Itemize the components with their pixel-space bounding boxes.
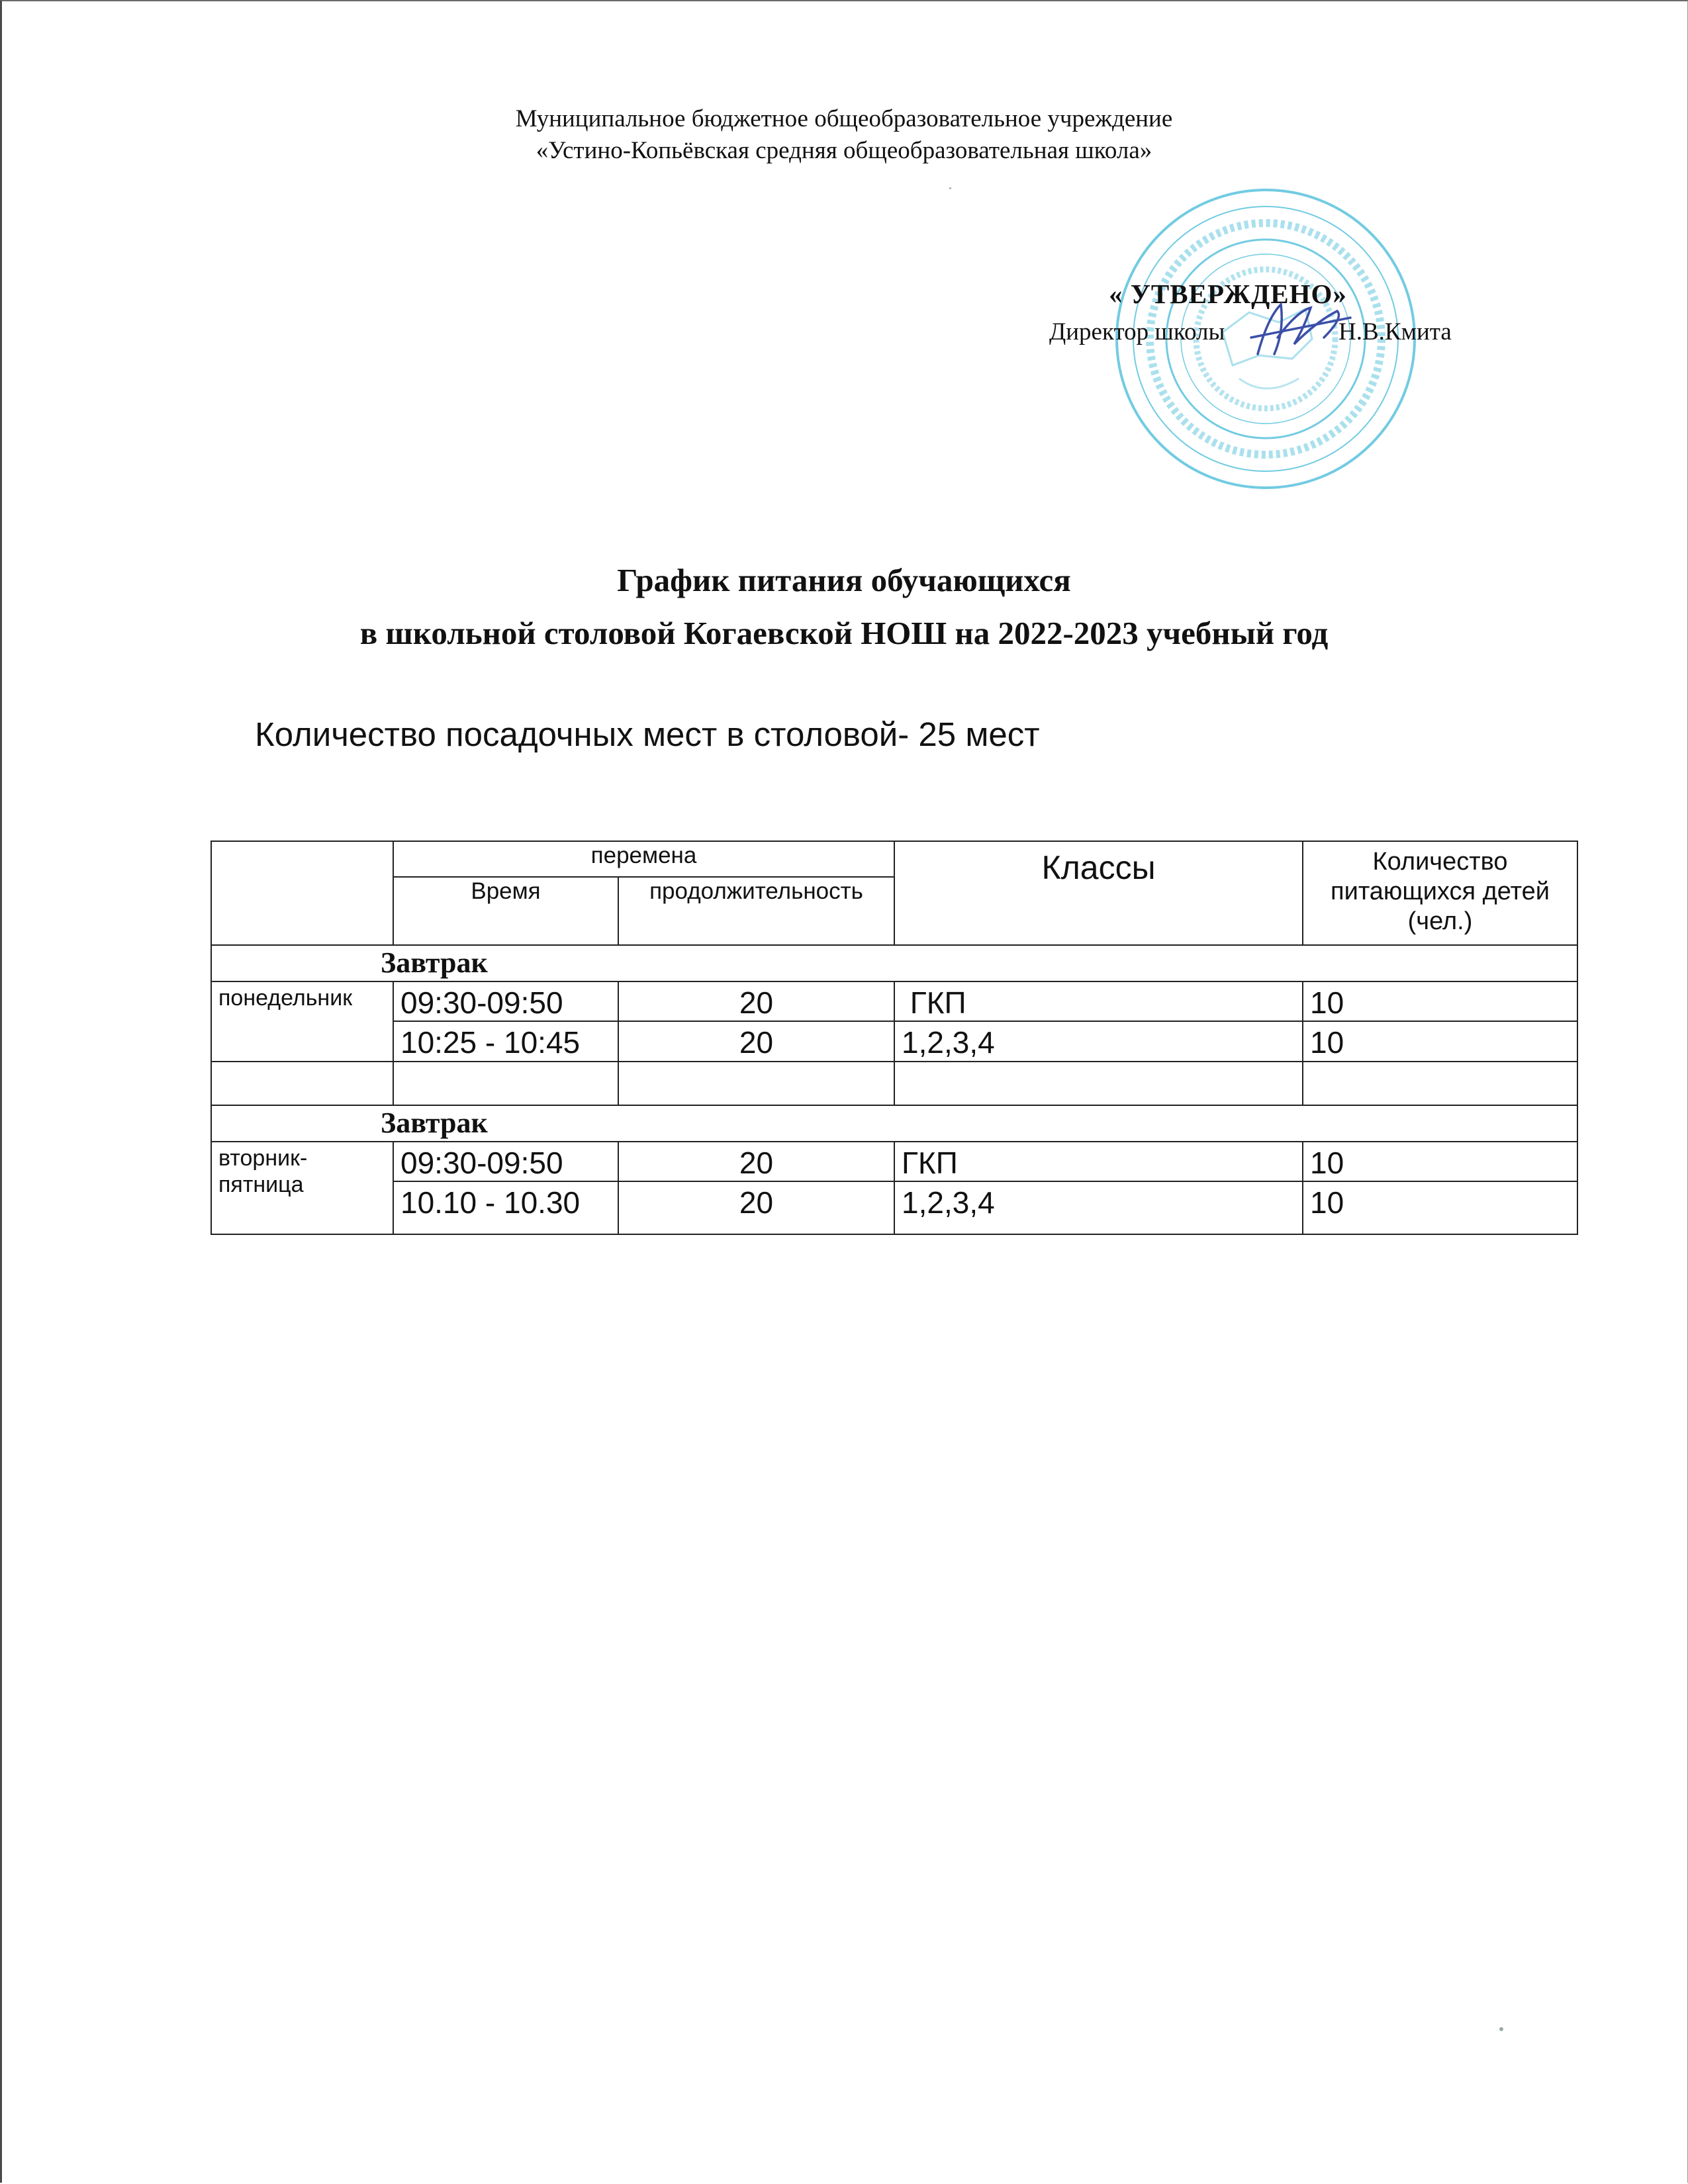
duration-cell: 20 [618,1142,894,1181]
time-cell: 09:30-09:50 [393,1142,618,1181]
classes-cell: 1,2,3,4 [894,1181,1303,1234]
classes-cell: 1,2,3,4 [894,1021,1303,1061]
empty-cell [1303,1062,1577,1105]
org-name-line1: Муниципальное бюджетное общеобразовательное учреждение [515,105,1173,132]
document-title-line1: График питания обучающихся [617,562,1071,598]
document-title-line2: в школьной столовой Когаевской НОШ на 2022-2023 учебный год [359,615,1329,651]
header-classes: Классы [894,841,1303,945]
org-name-line2: «Устино-Копьёвская средняя общеобразовательная школа» [536,137,1152,164]
time-cell: 10.10 - 10.30 [393,1181,618,1234]
count-cell: 10 [1303,981,1577,1021]
approved-label: « УТВЕРЖДЕНО» [1109,279,1347,309]
table-row [211,1181,1577,1234]
header-time: Время [393,877,618,945]
time-cell: 10:25 - 10:45 [393,1021,618,1061]
table-row [211,1021,1577,1061]
time-cell: 09:30-09:50 [393,981,618,1021]
header-duration: продолжительность [618,877,894,945]
empty-cell [618,1062,894,1105]
count-cell: 10 [1303,1021,1577,1061]
table-row [211,981,1577,1021]
duration-cell: 20 [618,1021,894,1061]
empty-row [211,1062,1577,1105]
meal-schedule-table [211,841,1578,1235]
scan-speck [1499,2027,1503,2031]
meal-section-heading: Завтрак [211,1105,1577,1142]
header-break: перемена [393,841,894,877]
day-cell: понедельник [211,981,393,1062]
empty-cell [211,1062,393,1105]
director-label: Директор школы [1049,318,1225,345]
director-name: Н.В.Кмита [1338,318,1452,345]
empty-cell [894,1062,1303,1105]
table-row [211,1142,1577,1181]
classes-cell: ГКП [894,981,1303,1021]
seat-count-text: Количество посадочных мест в столовой- 25 мест [255,715,1040,753]
classes-cell: ГКП [894,1142,1303,1181]
count-cell: 10 [1303,1181,1577,1234]
meal-section-heading: Завтрак [211,945,1577,981]
empty-cell [393,1062,618,1105]
header-empty-cell [211,841,393,945]
header-child-count: Количество питающихся детей (чел.) [1303,841,1577,945]
duration-cell: 20 [618,981,894,1021]
count-cell: 10 [1303,1142,1577,1181]
duration-cell: 20 [618,1181,894,1234]
scan-speck [949,187,951,189]
day-cell: вторник-пятница [211,1142,393,1234]
